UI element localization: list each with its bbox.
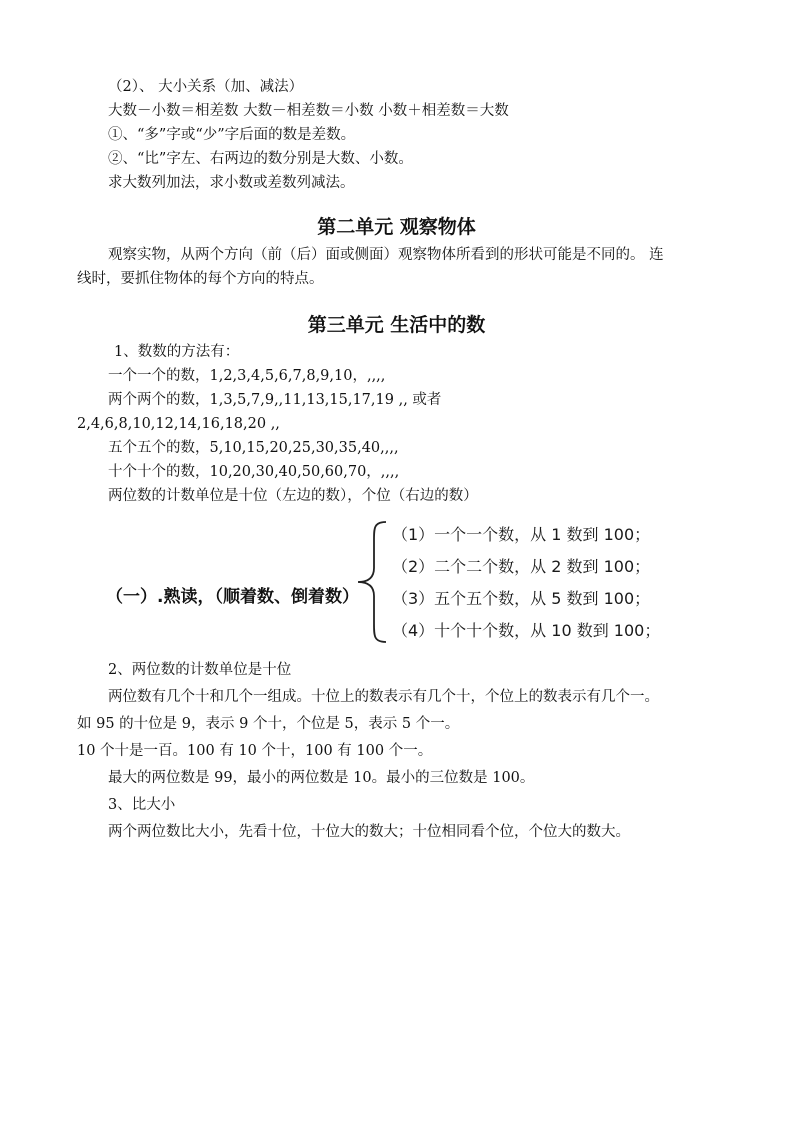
unit2-title: 第二单元 观察物体 xyxy=(317,216,476,238)
reading-practice-item-4: （4）十个十个数，从 10 数到 100； xyxy=(392,621,661,640)
count-by-five: 五个五个的数，5,10,15,20,25,30,35,40,,,, xyxy=(108,440,399,456)
unit3-title: 第三单元 生活中的数 xyxy=(307,314,486,336)
formula-line: 大数－小数＝相差数 大数－相差数＝小数 小数＋相差数＝大数 xyxy=(108,103,509,119)
rule-bi: ②、“比”字左、右两边的数分别是大数、小数。 xyxy=(108,151,413,167)
rule-duo-shao: ①、“多”字或“少”字后面的数是差数。 xyxy=(108,127,356,143)
point2-line4: 最大的两位数是 99，最小的两位数是 10。最小的三位数是 100。 xyxy=(108,770,535,786)
subheading-size-relation: （2）、 大小关系（加、减法） xyxy=(108,79,304,95)
point3-heading: 3、比大小 xyxy=(108,797,176,813)
point2-line1: 两位数有几个十和几个一组成。十位上的数表示有几个十，个位上的数表示有几个一。 xyxy=(108,689,659,705)
counting-methods-heading: 1、数数的方法有： xyxy=(114,344,240,360)
point2-heading: 2、两位数的计数单位是十位 xyxy=(108,662,292,678)
count-by-one: 一个一个的数，1,2,3,4,5,6,7,8,9,10，,,,, xyxy=(108,368,386,384)
count-by-ten: 十个十个的数，10,20,30,40,50,60,70，,,,, xyxy=(108,464,400,480)
place-value-units: 两位数的计数单位是十位（左边的数），个位（右边的数） xyxy=(108,488,478,504)
count-by-two-line2: 2,4,6,8,10,12,14,16,18,20 ,, xyxy=(77,416,280,432)
reading-practice-item-3: （3）五个五个数，从 5 数到 100； xyxy=(392,589,651,608)
rule-add-subtract: 求大数列加法，求小数或差数列减法。 xyxy=(108,175,355,191)
point3-line1: 两个两位数比大小，先看十位，十位大的数大；十位相同看个位，个位大的数大。 xyxy=(108,824,630,840)
curly-brace-icon xyxy=(352,520,392,644)
count-by-two-line1: 两个两个的数，1,3,5,7,9,,11,13,15,17,19 ,, 或者 xyxy=(108,392,442,408)
reading-practice-item-2: （2）二个二个数，从 2 数到 100； xyxy=(392,557,651,576)
point2-line3: 10 个十是一百。100 有 10 个十，100 有 100 个一。 xyxy=(77,743,433,759)
reading-practice-item-1: （1）一个一个数，从 1 数到 100； xyxy=(392,525,651,544)
unit2-paragraph-line2: 线时，要抓住物体的每个方向的特点。 xyxy=(77,271,324,287)
reading-practice-label: （一）.熟读，（顺着数、倒着数） xyxy=(106,587,359,607)
point2-line2: 如 95 的十位是 9，表示 9 个十，个位是 5，表示 5 个一。 xyxy=(77,716,460,732)
unit2-paragraph-line1: 观察实物，从两个方向（前（后）面或侧面）观察物体所看到的形状可能是不同的。 连 xyxy=(108,247,664,263)
